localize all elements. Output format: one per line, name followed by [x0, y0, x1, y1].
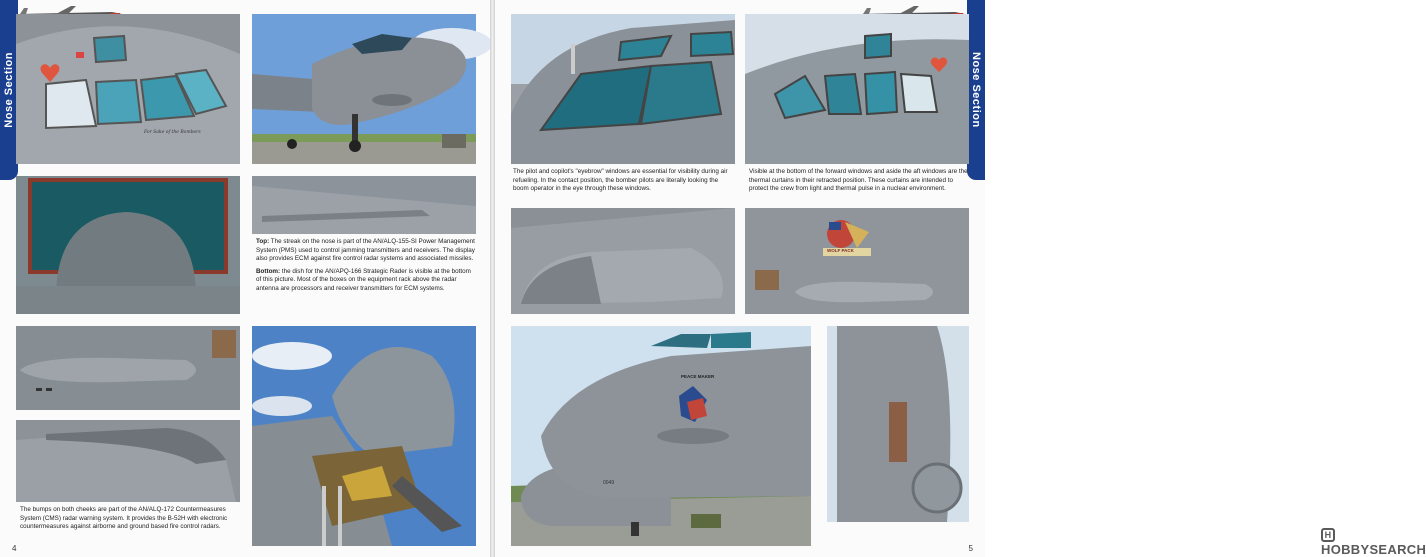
photo-cockpit-closeup — [16, 14, 240, 164]
photo-nose-streak — [252, 176, 476, 234]
photo-bomber-lineup — [511, 326, 811, 546]
caption-top-lead: Top: — [256, 238, 270, 245]
page-number-right: 5 — [968, 544, 973, 553]
photo-eyebrow-windows — [511, 14, 735, 164]
photo-radome-side — [827, 326, 969, 522]
section-tab-label: Nose Section — [3, 52, 15, 128]
caption-top-body: The streak on the nose is part of the AN/ALQ-155-SI Power Management System (PMS) used to control jamming transmitters and receivers. The display also provides ECM against fire control radar systems and associated missiles. — [256, 238, 475, 263]
watermark — [1321, 527, 1426, 557]
caption-thermal-curtains: Visible at the bottom of the forward windows and aside the aft windows are the thermal curtains in their retracted position. These curtains are intended to protect the crew from light and thermal pulse in a nuclear environment. — [749, 168, 968, 193]
photo-nose-fairing — [511, 208, 735, 314]
tail-code: 0049 — [603, 480, 615, 486]
caption-bottom-lead: Bottom: — [256, 267, 281, 275]
photo-thermal-curtains — [745, 14, 969, 164]
caption-top — [256, 238, 476, 264]
photo-nose-radome-open — [252, 326, 476, 546]
left-page — [0, 0, 490, 557]
right-page — [495, 0, 1426, 557]
section-tab-label-right: Nose Section — [970, 52, 982, 128]
page-number-left: 4 — [12, 544, 17, 553]
photo-cheek-bump — [16, 326, 240, 410]
nose-art-label-2: PEACE MAKER — [681, 374, 715, 379]
caption-bottom — [256, 268, 476, 294]
caption-top-bottom — [256, 238, 476, 298]
photo-bomber-front — [252, 14, 476, 164]
caption-eyebrow-windows: The pilot and copilot's "eyebrow" windows are essential for visibility during air refueling. In the contact position, the bomber pilots are literally looking the boom operator in the eye through these windows. — [513, 168, 728, 193]
nose-art-label: WOLF PACK — [827, 248, 854, 253]
section-tab-right — [967, 0, 985, 180]
caption-cheek-bumps: The bumps on both cheeks are part of the AN/ALQ-172 Countermeasures System (CMS) radar warning system. It provides the B-52H with electronic countermeasures against airborne and ground based fire control radars. — [20, 506, 228, 531]
photo-nose-art-wolfpack — [745, 208, 969, 314]
caption-bottom-body: the dish for the AN/APQ-166 Strategic Rader is visible at the bottom of this picture. Most of the boxes on the equipment rack above the radar antenna are processors and receiver transmitters for ECM systems. — [256, 267, 471, 292]
photo-cheek-fairing — [16, 420, 240, 502]
photo-radar-dish — [16, 176, 240, 314]
nose-inscription: For Sake of the Bombers — [144, 130, 201, 135]
watermark-icon: H — [1321, 528, 1335, 542]
watermark-label: HOBBYSEARCH — [1321, 542, 1426, 557]
